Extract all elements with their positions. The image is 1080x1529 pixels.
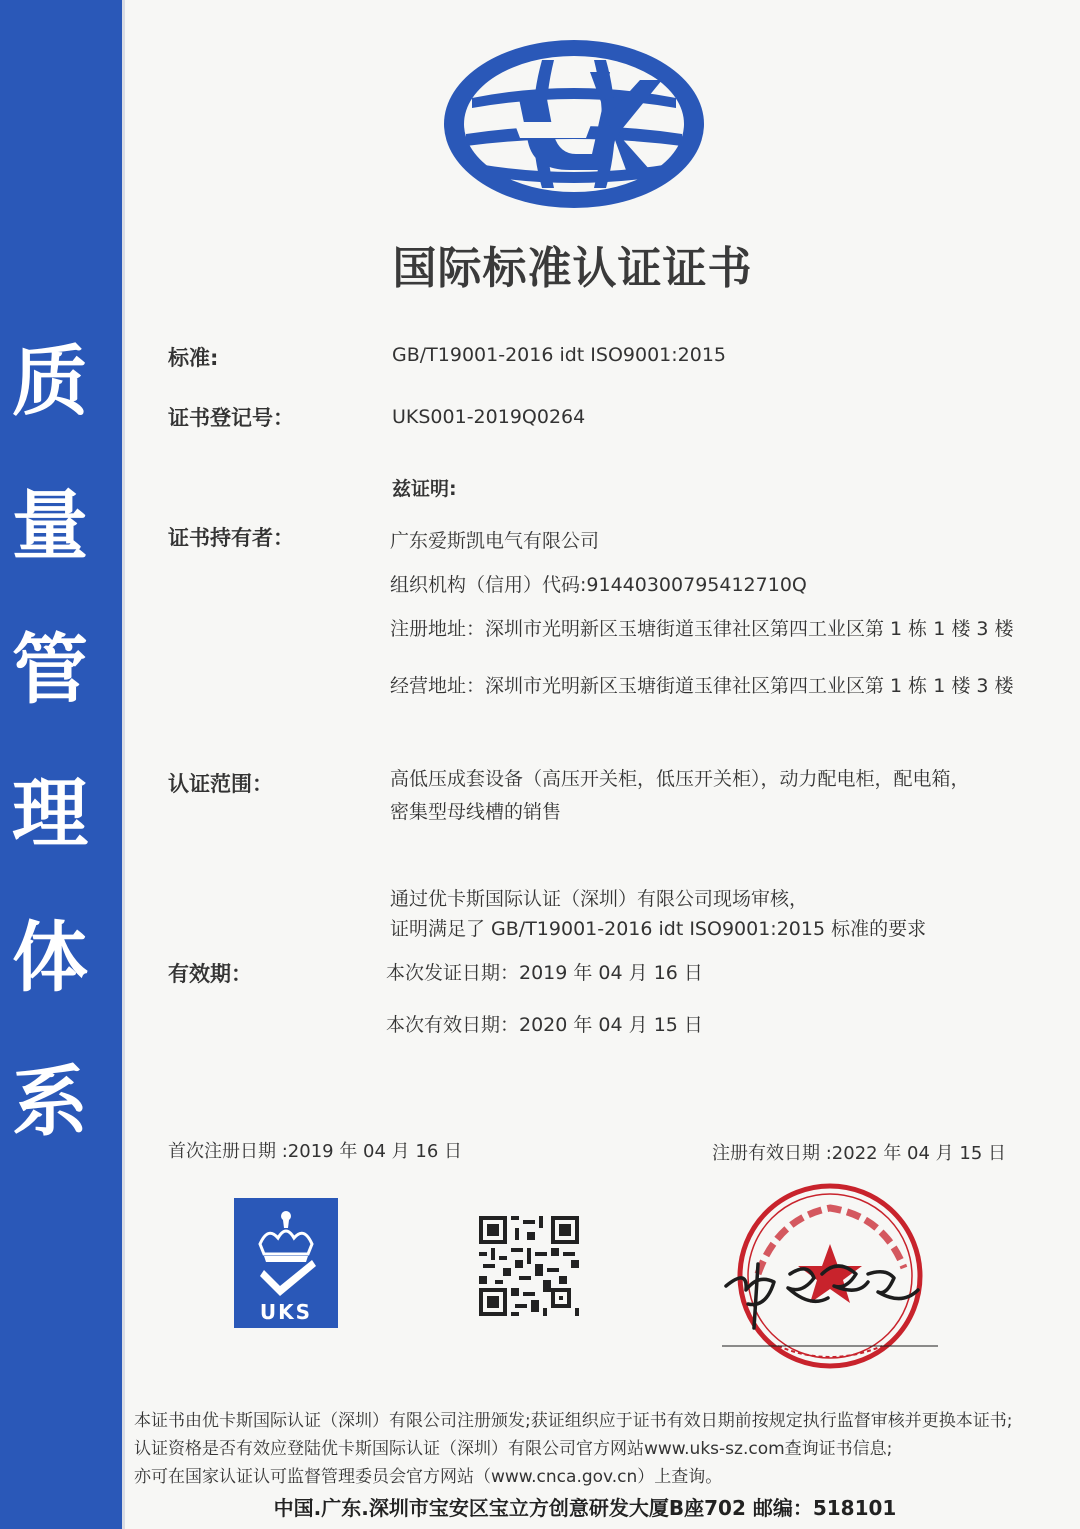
standard-label: 标准: (168, 346, 219, 370)
sidebar-char: 管 (12, 625, 88, 714)
sidebar-char: 质 (12, 337, 88, 426)
issue-date: 本次发证日期：2019 年 04 月 16 日 (386, 962, 703, 984)
scope-line-1: 高低压成套设备（高压开关柜，低压开关柜），动力配电柜，配电箱， (390, 768, 970, 790)
issuer-address: 中国.广东.深圳市宝安区宝立方创意研发大厦B座702 邮编：518101 (273, 1496, 897, 1520)
holder-label: 证书持有者： (168, 526, 294, 550)
sidebar-divider (122, 0, 125, 1529)
expiry-date: 本次有效日期：2020 年 04 月 15 日 (386, 1014, 703, 1036)
sidebar-char: 理 (12, 769, 88, 858)
first-registration-date: 首次注册日期 :2019 年 04 月 16 日 (168, 1141, 463, 1162)
registration-no-value: UKS001-2019Q0264 (392, 406, 586, 428)
uks-badge-text: UKS (259, 1300, 313, 1324)
qr-code (478, 1216, 580, 1316)
sidebar-char: 体 (12, 913, 88, 1002)
audit-line-1: 通过优卡斯国际认证（深圳）有限公司现场审核， (390, 888, 809, 910)
crown-check-icon (234, 1204, 338, 1300)
certify-label: 兹证明: (392, 478, 457, 500)
validity-label: 有效期： (168, 962, 252, 986)
footer-note-3: 亦可在国家认证认可监督管理委员会官方网站（www.cnca.gov.cn）上查询。 (134, 1467, 723, 1487)
business-address: 经营地址：深圳市光明新区玉塘街道玉律社区第四工业区第 1 栋 1 楼 3 楼 (390, 675, 1014, 697)
uks-globe-logo (442, 38, 706, 210)
org-code: 组织机构（信用）代码:91440300795412710Q (390, 574, 807, 596)
uks-badge (234, 1198, 338, 1328)
registration-no-label: 证书登记号： (168, 406, 294, 430)
registered-address: 注册地址：深圳市光明新区玉塘街道玉律社区第四工业区第 1 栋 1 楼 3 楼 (390, 618, 1014, 640)
sidebar-band (0, 0, 122, 1529)
registration-valid-date: 注册有效日期 :2022 年 04 月 15 日 (712, 1143, 1007, 1164)
sidebar-char: 量 (12, 481, 88, 570)
scope-label: 认证范围： (168, 772, 273, 796)
company-seal (718, 1178, 940, 1374)
certificate-title: 国际标准认证证书 (392, 243, 753, 294)
scope-line-2: 密集型母线槽的销售 (390, 801, 562, 823)
footer-note-2: 认证资格是否有效应登陆优卡斯国际认证（深圳）有限公司官方网站www.uks-sz.com查询证书信息; (134, 1439, 893, 1459)
footer-note-1: 本证书由优卡斯国际认证（深圳）有限公司注册颁发;获证组织应于证书有效日期前按规定执行监督审核并更换本证书; (134, 1411, 1013, 1431)
holder-name: 广东爱斯凯电气有限公司 (390, 530, 600, 552)
sidebar-char: 系 (12, 1057, 88, 1146)
standard-value: GB/T19001-2016 idt ISO9001:2015 (392, 344, 727, 366)
audit-line-2: 证明满足了 GB/T19001-2016 idt ISO9001:2015 标准的要求 (390, 918, 927, 940)
